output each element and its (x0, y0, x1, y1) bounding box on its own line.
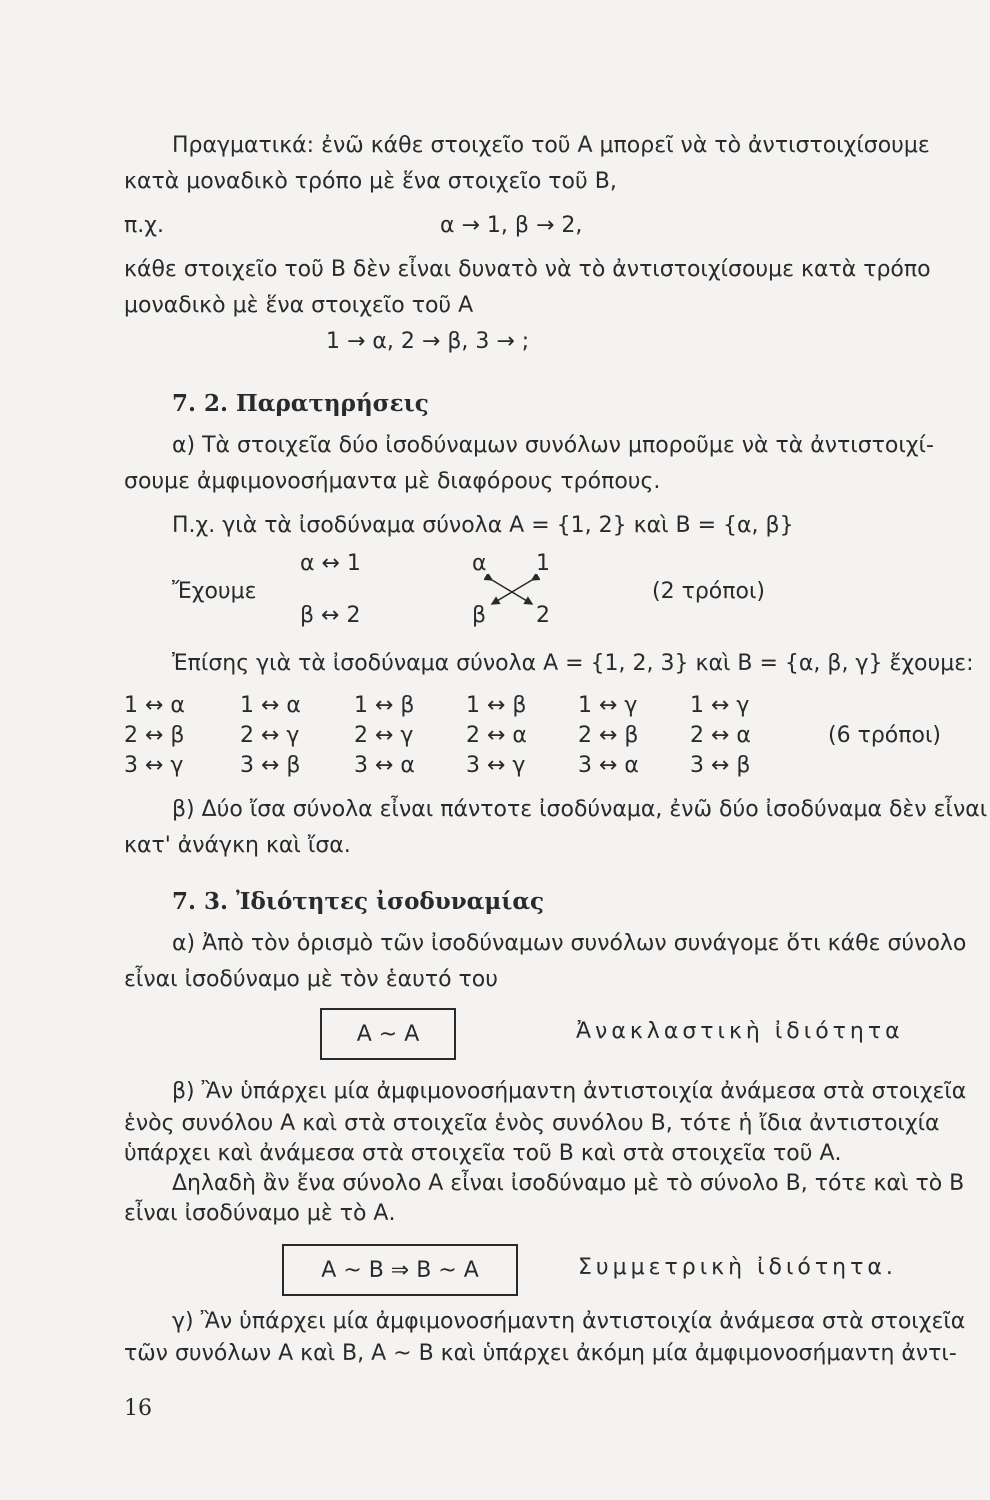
paragraph-line: γ) Ἂν ὑπάρχει μία ἀμφιμονοσήμαντη ἀντιστοιχία ἀνάμεσα στὰ στοιχεῖα (172, 1309, 966, 1334)
mapping-b2: β ↔ 2 (300, 603, 361, 628)
paragraph-line: μοναδικὸ μὲ ἕνα στοιχεῖο τοῦ Α (124, 293, 474, 318)
mapping-cell: 2 ↔ γ (354, 723, 414, 748)
mapping-a1: α ↔ 1 (300, 551, 361, 576)
mapping-cell: 3 ↔ γ (124, 753, 184, 778)
formula-box: Α ~ Β ⇒ Β ~ Α (282, 1244, 518, 1296)
paragraph-line: εἶναι ἰσοδύναμο μὲ τὸν ἑαυτό του (124, 967, 498, 992)
mapping-cell: 3 ↔ α (354, 753, 415, 778)
crossed-arrows-icon (484, 574, 540, 610)
paragraph-line: κατ' ἀνάγκη καὶ ἴσα. (124, 833, 351, 858)
paragraph-line: εἶναι ἰσοδύναμο μὲ τὸ Α. (124, 1201, 396, 1226)
mapping-cell: 2 ↔ β (578, 723, 639, 748)
formula-box: Α ~ Α (320, 1008, 456, 1060)
mapping-cell: 1 ↔ γ (690, 693, 750, 718)
paragraph-line: β) Δύο ἴσα σύνολα εἶναι πάντοτε ἰσοδύναμα, ἐνῶ δύο ἰσοδύναμα δὲν εἶναι (172, 797, 988, 822)
mapping-cell: 2 ↔ α (690, 723, 751, 748)
section-heading: 7. 2. Παρατηρήσεις (172, 390, 429, 417)
exoume-label: Ἔχουμε (172, 579, 257, 604)
ways-count: (6 τρόποι) (828, 723, 941, 748)
paragraph-line: τῶν συνόλων Α καὶ Β, Α ~ Β καὶ ὑπάρχει ἀκόμη μία ἀμφιμονοσήμαντη ἀντι- (124, 1341, 957, 1366)
paragraph-line: ἑνὸς συνόλου Α καὶ στὰ στοιχεῖα ἑνὸς συνόλου Β, τότε ἡ ἴδια ἀντιστοιχία (124, 1111, 940, 1136)
example-mapping: 1 → α, 2 → β, 3 → ; (326, 329, 530, 354)
paragraph-line: α) Τὰ στοιχεῖα δύο ἰσοδύναμων συνόλων μποροῦμε νὰ τὰ ἀντιστοιχί- (172, 433, 934, 458)
ways-count: (2 τρόποι) (652, 579, 765, 604)
paragraph-line: Π.χ. γιὰ τὰ ἰσοδύναμα σύνολα Α = {1, 2} καὶ Β = {α, β} (172, 513, 794, 538)
cross-beta: β (472, 603, 487, 628)
paragraph-line: Δηλαδὴ ἂν ἕνα σύνολο Α εἶναι ἰσοδύναμο μὲ τὸ σύνολο Β, τότε καὶ τὸ Β (172, 1171, 965, 1196)
paragraph-line: Ἐπίσης γιὰ τὰ ἰσοδύναμα σύνολα Α = {1, 2, 3} καὶ Β = {α, β, γ} ἔχουμε: (172, 651, 974, 676)
mapping-cell: 1 ↔ α (240, 693, 301, 718)
mapping-cell: 3 ↔ β (240, 753, 301, 778)
cross-two: 2 (536, 603, 550, 628)
cross-one: 1 (536, 551, 550, 576)
mapping-cell: 1 ↔ β (354, 693, 415, 718)
cross-alpha: α (472, 551, 487, 576)
paragraph-line: Πραγματικά: ἐνῶ κάθε στοιχεῖο τοῦ Α μπορεῖ νὰ τὸ ἀντιστοιχίσουμε (172, 133, 930, 158)
page-number: 16 (124, 1396, 152, 1421)
mapping-cell: 3 ↔ β (690, 753, 751, 778)
property-name: Συμμετρικὴ ἰδιότητα. (578, 1255, 897, 1280)
paragraph-line: σουμε ἀμφιμονοσήμαντα μὲ διαφόρους τρόπους. (124, 469, 661, 494)
paragraph-line: ὑπάρχει καὶ ἀνάμεσα στὰ στοιχεῖα τοῦ Β καὶ στὰ στοιχεῖα τοῦ Α. (124, 1141, 842, 1166)
property-name: Ἀνακλαστικὴ ἰδιότητα (576, 1019, 904, 1044)
paragraph-line: κατὰ μοναδικὸ τρόπο μὲ ἕνα στοιχεῖο τοῦ Β, (124, 169, 617, 194)
mapping-cell: 3 ↔ γ (466, 753, 526, 778)
mapping-cell: 2 ↔ β (124, 723, 185, 748)
paragraph-line: κάθε στοιχεῖο τοῦ Β δὲν εἶναι δυνατὸ νὰ τὸ ἀντιστοιχίσουμε κατὰ τρόπο (124, 257, 931, 282)
paragraph-line: β) Ἂν ὑπάρχει μία ἀμφιμονοσήμαντη ἀντιστοιχία ἀνάμεσα στὰ στοιχεῖα (172, 1079, 967, 1104)
mapping-cell: 2 ↔ γ (240, 723, 300, 748)
paragraph-line: α) Ἀπὸ τὸν ὁρισμὸ τῶν ἰσοδύναμων συνόλων συνάγομε ὅτι κάθε σύνολο (172, 931, 967, 956)
mapping-cell: 1 ↔ γ (578, 693, 638, 718)
mapping-cell: 1 ↔ α (124, 693, 185, 718)
mapping-cell: 1 ↔ β (466, 693, 527, 718)
example-label: π.χ. (124, 213, 164, 238)
example-mapping: α → 1, β → 2, (440, 213, 583, 238)
mapping-cell: 2 ↔ α (466, 723, 527, 748)
section-heading: 7. 3. Ἰδιότητες ἰσοδυναμίας (172, 888, 545, 915)
mapping-cell: 3 ↔ α (578, 753, 639, 778)
